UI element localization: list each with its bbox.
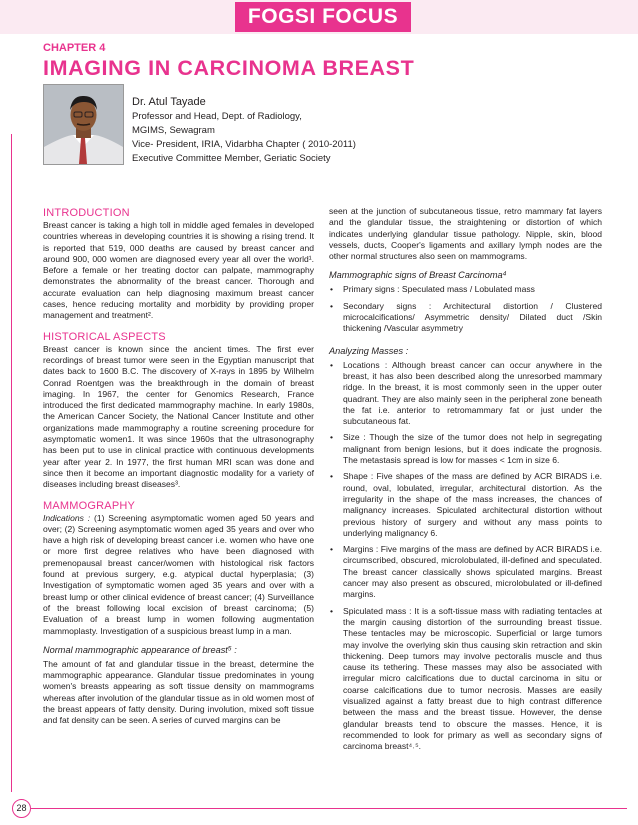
normal-appearance-text: The amount of fat and glandular tissue in the breast, determine the mammographic appearance. Glandular tissue predominates in young women's breasts appearing as soft tissue density on mammograms whereas after involution of the glandular tissue as in old women most of the breast appears of fatty density. During involution, mixed soft tissue and fat density can be seen. A series of curved margins can be <box>43 658 314 726</box>
indications-label: Indications : <box>43 512 91 523</box>
list-item-text: Shape : Five shapes of the mass are defined by ACR BIRADS i.e. round, oval, lobulated, irregular, architectural distortion. As the irregularity in the shape of the mass increases, the chances of malignancy increases. Spiculated architectural distortion without previous history of surgery and without any mass points to underlying malignancy 6. <box>343 471 602 538</box>
bullet-icon: • <box>330 432 333 443</box>
author-affiliation-4: Executive Committee Member, Geriatic Society <box>132 153 331 164</box>
list-item <box>329 301 602 335</box>
author-photo <box>43 84 124 165</box>
bullet-icon: • <box>330 359 333 370</box>
author-portrait-image <box>44 85 123 164</box>
normal-appearance-text-continued: seen at the junction of subcutaneous tissue, retro mammary fat layers and the glandular tissue, the straightening or distortion of which indicates underlying glandular tissue pathology. Nipple, skin, blood vessels, ducts, Cooper's ligaments and axillary lymph nodes are the other normal structures also seen on mammograms. <box>329 206 602 262</box>
list-item-text: Primary signs : Speculated mass / Lobulated mass <box>343 284 535 295</box>
subheading-normal-appearance: Normal mammographic appearance of breast⁵ : <box>43 644 237 655</box>
indications-text: (1) Screening asymptomatic women aged 50 years and over; (2) Screening asymptomatic women aged 35 years and over who have a high risk of developing breast cancer i.e. women who have one or more first degree relatives who have been diagnosed with premenopausal breast cancer/women with histological risk factors found at previous surgery, e.g. atypical ductal hyperplasia; (3) Investigation of symptomatic women aged 35 years and over with a breast lump or other clinical evidence of breast cancer; (4) Surveillance of the breast following local excision of breast carcinoma; (5) Evaluation of a breast lump in women following augmentation mammoplasty. Investigation of a suspicious breast lump in a man. <box>43 512 314 636</box>
subheading-mammographic-signs: Mammographic signs of Breast Carcinoma⁴ <box>329 270 507 281</box>
page-side-rule <box>11 134 22 792</box>
list-item <box>329 544 602 600</box>
left-column <box>43 206 314 727</box>
mammography-indications <box>43 513 314 637</box>
list-item-text: Size : Though the size of the tumor does not help in segregating malignant from benign lesions, but it does indicate the prognosis. The metastasis spread is low for masses < 1cm in size 6. <box>343 432 602 466</box>
right-column <box>329 206 602 757</box>
bullet-icon: • <box>330 471 333 482</box>
signs-list <box>329 284 602 334</box>
subheading-analyzing-masses: Analyzing Masses : <box>329 345 409 356</box>
bullet-icon: • <box>330 544 333 555</box>
bullet-icon: • <box>330 300 333 311</box>
footer-rule <box>31 808 627 809</box>
list-item <box>329 606 602 753</box>
list-item-text: Locations : Although breast cancer can occur anywhere in the breast, it has also been described along the unresorbed mammary ridge. In the breast, it is most commonly seen in the upper outer quadrant. They are also mainly seen in the peripheral zone beneath the fat i.e. anterior to retromammary fat or just under the subcutaneous fat. <box>343 359 602 427</box>
article-title: IMAGING IN CARCINOMA BREAST <box>43 56 415 80</box>
author-block <box>132 94 356 166</box>
list-item-text: Margins : Five margins of the mass are defined by ACR BIRADS i.e. circumscribed, obscured, microlobulated, ill-defined and speculated. The breast cancer classically shows spiculated margins. Breast cancer may also present as obscured, microlobulated or ill-defined margins. <box>343 544 602 600</box>
list-item <box>329 360 602 428</box>
chapter-label: CHAPTER 4 <box>43 42 106 54</box>
author-affiliation-2: MGIMS, Sewagram <box>132 125 215 136</box>
section-heading-introduction: INTRODUCTION <box>43 207 130 219</box>
bullet-icon: • <box>330 605 333 616</box>
masses-list <box>329 360 602 753</box>
historical-aspects-text: Breast cancer is known since the ancient times. The first ever recordings of breast tumor were seen in the Egyptian manuscript that dates back to 1600 B.C. The discovery of X-rays in 1895 by Wilhelm Conrad Roentgen was the breakthrough in the domain of breast imaging. In 1967, the center for Genomics Research, France introduced the first dedicated mammography machine. In early 1980s, the American Cancer Society, the National Cancer Institute and other organizations made mammography a routine screening procedure for asymptomatic women1. It was since 1960s that the ultrasonography has been put to use in clinical practice with continuous developments year after year 2. In 1977, the first human MRI scan was done and since then it become an important diagnostic modality for a variety of diseases including breast diseases³. <box>43 343 314 490</box>
section-heading-historical-aspects: HISTORICAL ASPECTS <box>43 330 166 343</box>
bullet-icon: • <box>330 284 333 295</box>
journal-title: FOGSI FOCUS <box>235 2 411 32</box>
section-heading-mammography: MAMMOGRAPHY <box>43 499 136 512</box>
author-affiliation-1: Professor and Head, Dept. of Radiology, <box>132 111 302 122</box>
introduction-text: Breast cancer is taking a high toll in middle aged females in developed countries whereas in developing countries it is showing a rising trend. It is reported that 519, 000 deaths are caused by breast cancer and around 900, 000 women are diagnosed every year all over the world¹. Before a female or her treating doctor can palpate, mammography demonstrates the abnormality of the breast cancer. Thorough and accurate evaluation can help diagnosing maximum breast cancer cases, hence reducing mortality and morbidity by providing proper management and treatment². <box>43 220 314 321</box>
list-item-text: Spiculated mass : It is a soft-tissue mass with radiating tentacles at the margin causing distortion of the surrounding breast tissue. These tentacles may be microscopic. Superficial or large tumors may involve the overlying skin thus causing skin retraction and skin thickening. Deep tumors may involve pectoralis muscle and thus cause its tethering. These masses may also be associated with irregular micro calcifications due to ductal carcinoma in situ or coarse calcifications due to tumor necrosis. Masses are easily visualized against a fatty breast due to high contrast difference between the mass and the breast tissue. However, the dense glandular breasts tend to obscure the masses. Hence, it is recommended to look for primary as well as secondary signs of carcinoma breast⁴˒⁵. <box>343 605 602 752</box>
list-item-text: Secondary signs : Architectural distortion / Clustered microcalcifications/ Asymmetric density/ Dilated duct /Skin thickening /Vascular asymmetry <box>343 300 602 334</box>
list-item <box>329 284 602 295</box>
author-affiliation-3: Vice- President, IRIA, Vidarbha Chapter ( 2010-2011) <box>132 139 356 150</box>
list-item <box>329 432 602 466</box>
page-number: 28 <box>12 799 31 818</box>
list-item <box>329 471 602 539</box>
author-name: Dr. Atul Tayade <box>132 96 206 108</box>
